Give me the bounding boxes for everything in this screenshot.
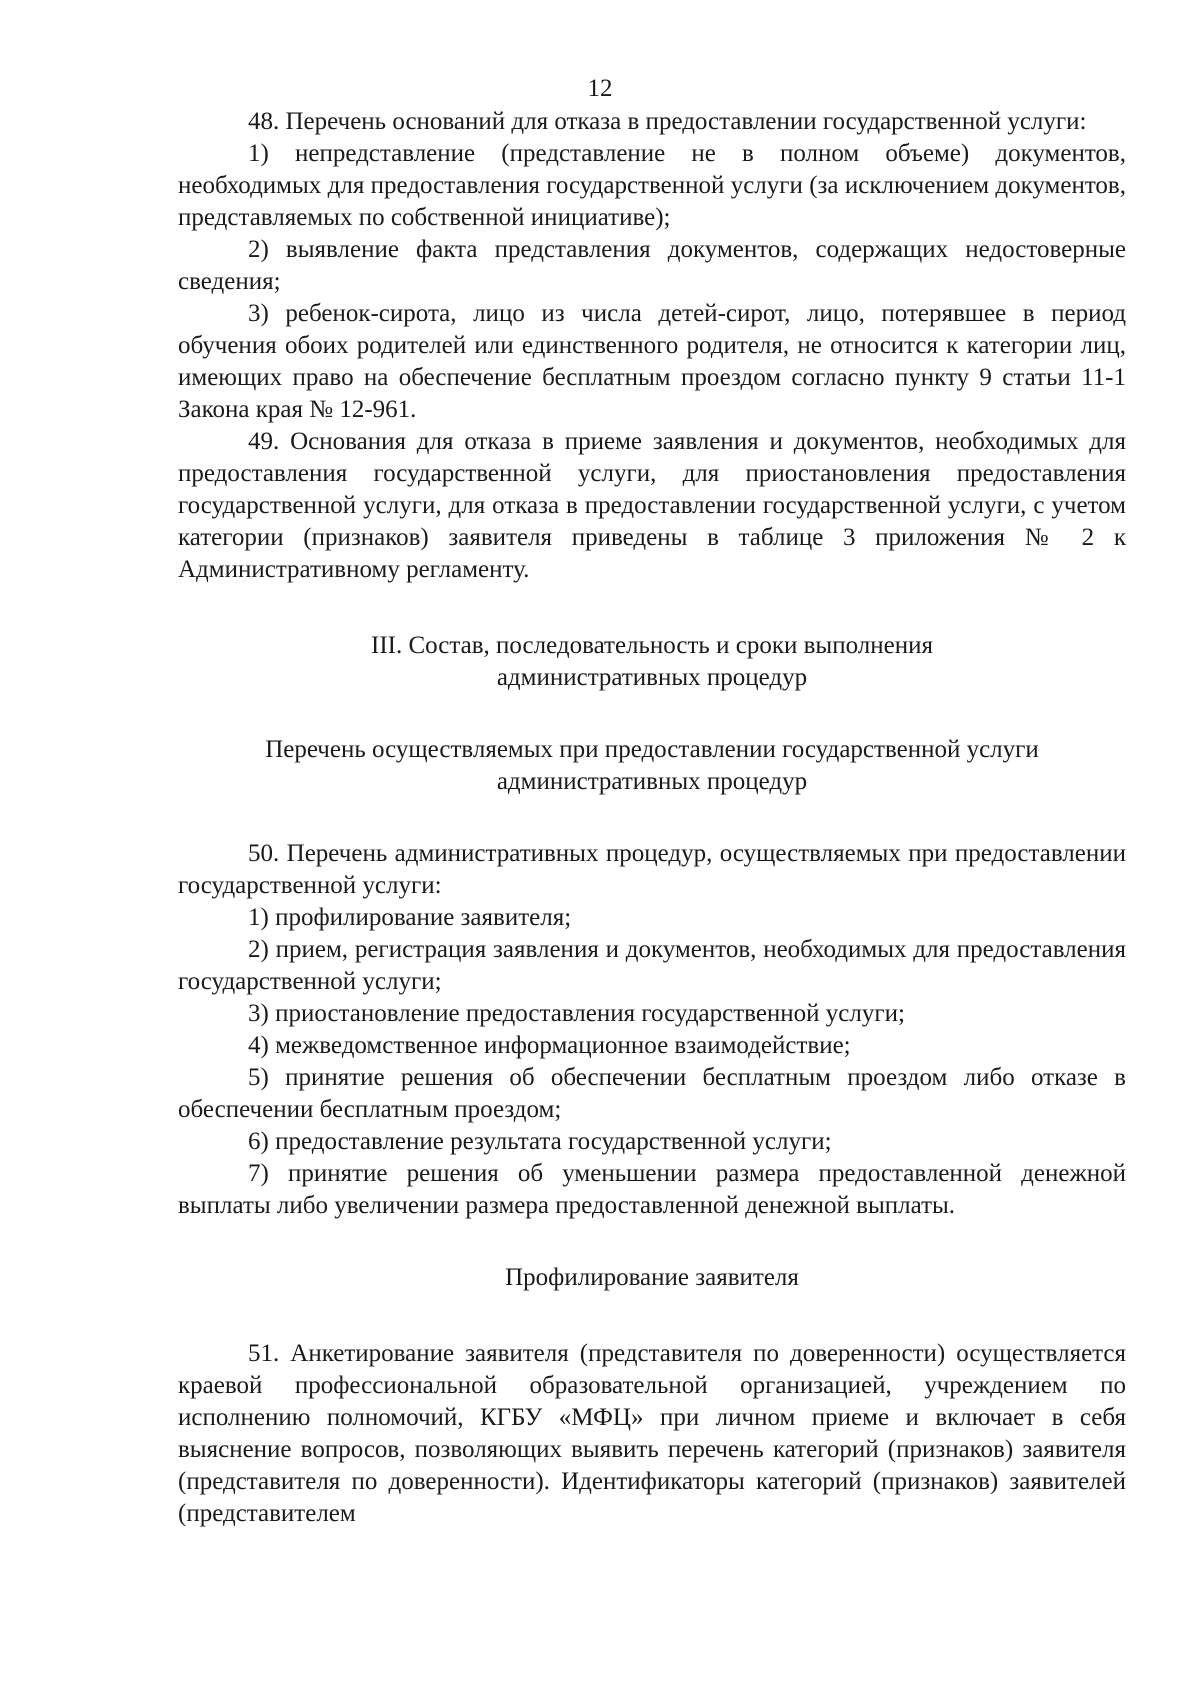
paragraph-50-item-6: 6) предоставление результата государственной услуги; bbox=[248, 1128, 832, 1155]
paragraph-49: 49. Основания для отказа в приеме заявления и документов, необходимых для предоставления государственной услуги, для приостановления предоставления государственной услуги, для отказа в предоставлении государственной услуги, с учетом категории (признаков) заявителя приведены в таблице 3 приложения № 2 к Административному регламенту. bbox=[178, 428, 1126, 583]
paragraph-48-item-1: 1) непредставление (представление не в полном объеме) документов, необходимых для предоставления государственной услуги (за исключением документов, представляемых по собственной инициативе); bbox=[178, 140, 1126, 231]
subheading-profiling: Профилирование заявителя bbox=[505, 1264, 799, 1291]
spacer bbox=[178, 1294, 1126, 1338]
page-number: 12 bbox=[587, 75, 613, 102]
paragraph-48-item-2: 2) выявление факта представления документов, содержащих недостоверные сведения; bbox=[178, 236, 1126, 295]
subheading-line-1: Перечень осуществляемых при предоставлении государственной услуги bbox=[265, 736, 1039, 763]
paragraph-50-item-4: 4) межведомственное информационное взаимодействие; bbox=[248, 1032, 851, 1059]
section-heading-line-1: III. Состав, последовательность и сроки выполнения bbox=[371, 632, 933, 659]
spacer bbox=[178, 586, 1126, 630]
paragraph-50-item-5: 5) принятие решения об обеспечении бесплатным проездом либо отказе в обеспечении бесплатным проездом; bbox=[178, 1064, 1126, 1123]
spacer bbox=[178, 798, 1126, 838]
paragraph-50: 50. Перечень административных процедур, осуществляемых при предоставлении государственной услуги: bbox=[178, 840, 1126, 899]
page-body bbox=[178, 106, 1126, 1530]
spacer bbox=[178, 1222, 1126, 1262]
paragraph-50-item-3: 3) приостановление предоставления государственной услуги; bbox=[248, 1000, 905, 1027]
paragraph-50-item-1: 1) профилирование заявителя; bbox=[248, 904, 572, 931]
paragraph-48: 48. Перечень оснований для отказа в предоставлении государственной услуги: bbox=[248, 108, 1087, 135]
paragraph-50-item-7: 7) принятие решения об уменьшении размера предоставленной денежной выплаты либо увеличении размера предоставленной денежной выплаты. bbox=[178, 1160, 1126, 1219]
paragraph-51: 51. Анкетирование заявителя (представителя по доверенности) осуществляется краевой профессиональной образовательной организацией, учреждением по исполнению полномочий, КГБУ «МФЦ» при личном приеме и включает в себя выяснение вопросов, позволяющих выявить перечень категорий (признаков) заявителя (представителя по доверенности). Идентификаторы категорий (признаков) заявителей (представителем bbox=[178, 1340, 1126, 1527]
paragraph-48-item-3: 3) ребенок-сирота, лицо из числа детей-сирот, лицо, потерявшее в период обучения обоих родителей или единственного родителя, не относится к категории лиц, имеющих право на обеспечение бесплатным проездом согласно пункту 9 статьи 11-1 Закона края № 12-961. bbox=[178, 300, 1126, 423]
subheading-line-2: административных процедур bbox=[496, 768, 808, 795]
section-heading-line-2: административных процедур bbox=[496, 664, 808, 691]
paragraph-50-item-2: 2) прием, регистрация заявления и документов, необходимых для предоставления государственной услуги; bbox=[178, 936, 1126, 995]
spacer bbox=[178, 694, 1126, 734]
